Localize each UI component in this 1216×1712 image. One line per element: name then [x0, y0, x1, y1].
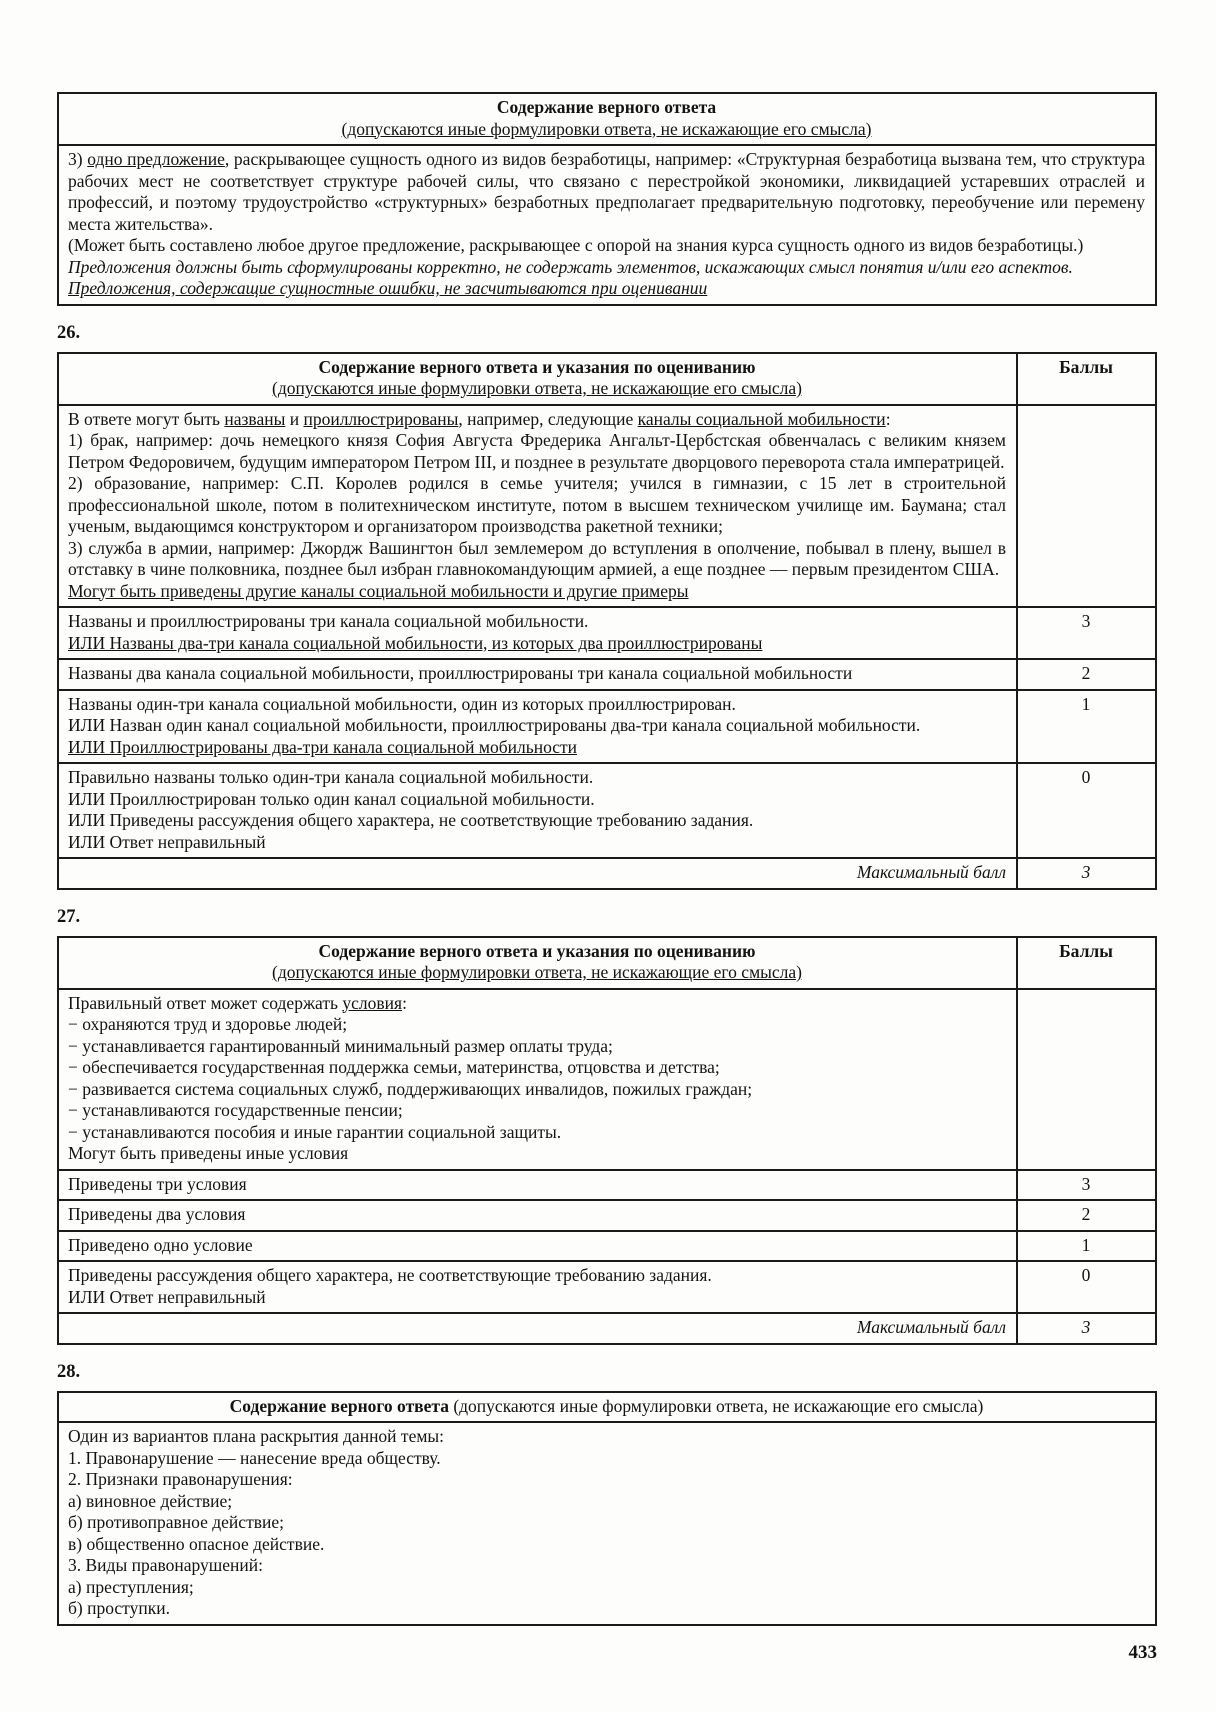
- answer-footer: Могут быть приведены иные условия: [68, 1143, 349, 1163]
- criteria-row: [58, 1261, 1156, 1313]
- criteria-row: [58, 607, 1156, 659]
- score-cell: 1: [1017, 690, 1156, 764]
- table-header-cell: [58, 353, 1017, 405]
- table-subtitle: (допускаются иные формулировки ответа, не искажающие его смысла): [272, 378, 802, 398]
- score-cell: 3: [1017, 607, 1156, 659]
- table-header-cell: [58, 93, 1156, 145]
- criteria-line: ИЛИ Приведены рассуждения общего характера, не соответствующие требованию задания.: [68, 810, 754, 830]
- criteria-line: ИЛИ Проиллюстрирован только один канал социальной мобильности.: [68, 788, 595, 809]
- criteria-cell: [58, 1200, 1017, 1231]
- table-subtitle: (допускаются иные формулировки ответа, не искажающие его смысла): [448, 1395, 984, 1416]
- criteria-row: [58, 763, 1156, 858]
- table-subtitle: (допускаются иные формулировки ответа, не искажающие его смысла): [272, 962, 802, 982]
- answer-table-27: [57, 936, 1157, 1345]
- plan-line: 3. Виды правонарушений:: [68, 1555, 263, 1575]
- answer-table-26: [57, 352, 1157, 890]
- answer-note-italic-underlined: Предложения, содержащие сущностные ошибки, не засчитываются при оценивании: [68, 278, 708, 298]
- answer-content-cell: [58, 1422, 1156, 1625]
- criteria-line: Правильно названы только один-три канала социальной мобильности.: [68, 767, 594, 787]
- answer-list-item: − устанавливается гарантированный минимальный размер оплаты труда;: [68, 1035, 613, 1056]
- criteria-row: [58, 690, 1156, 764]
- table-header-cell: [58, 1392, 1156, 1423]
- answer-list-item: − устанавливаются пособия и иные гарантии социальной защиты.: [68, 1121, 562, 1142]
- max-score-label-cell: [58, 858, 1017, 889]
- criteria-row: [58, 1231, 1156, 1262]
- table-header-row: [58, 353, 1156, 405]
- question-number-27: 27.: [57, 906, 81, 927]
- table-body-row: [58, 405, 1156, 608]
- answer-example-item: 1) брак, например: дочь немецкого князя София Августа Фредерика Ангальт-Цербстская обвенчалась с великим князем Петром Федоровичем, будущим императором Петром III, и позднее в результате дворцового переворота стала императрицей.: [68, 430, 1006, 472]
- answer-content-cell: [58, 989, 1017, 1170]
- criteria-line: ИЛИ Назван один канал социальной мобильности, проиллюстрированы два-три канала социальной мобильности.: [68, 715, 921, 735]
- score-cell: 1: [1017, 1231, 1156, 1262]
- criteria-line: ИЛИ Ответ неправильный: [68, 831, 266, 852]
- plan-line: а) преступления;: [68, 1576, 194, 1597]
- answer-list-item: − охраняются труд и здоровье людей;: [68, 1014, 348, 1034]
- plan-line: 2. Признаки правонарушения:: [68, 1469, 293, 1489]
- max-score-label: Максимальный балл: [856, 862, 1006, 882]
- plan-line: а) виновное действие;: [68, 1490, 233, 1511]
- criteria-line: Названы один-три канала социальной мобильности, один из которых проиллюстрирован.: [68, 693, 736, 714]
- score-cell-empty: [1017, 989, 1156, 1170]
- answer-intro: Правильный ответ может содержать условия:: [68, 992, 407, 1013]
- plan-line: б) проступки.: [68, 1598, 170, 1618]
- answer-table-28: [57, 1391, 1157, 1626]
- criteria-line: Приведено одно условие: [68, 1234, 253, 1255]
- criteria-cell: [58, 1231, 1017, 1262]
- max-score-value: 3: [1017, 858, 1156, 889]
- score-cell: 0: [1017, 763, 1156, 858]
- criteria-cell: [58, 659, 1017, 690]
- max-score-row: [58, 1313, 1156, 1344]
- plan-line: б) противоправное действие;: [68, 1512, 284, 1532]
- score-column-header: Баллы: [1017, 937, 1156, 989]
- answer-intro: В ответе могут быть названы и проиллюстрированы, например, следующие каналы социальной мобильности:: [68, 408, 891, 429]
- criteria-cell: [58, 1170, 1017, 1201]
- score-cell: 0: [1017, 1261, 1156, 1313]
- criteria-row: [58, 1170, 1156, 1201]
- page-number: 433: [1128, 1641, 1157, 1663]
- question-number-26: 26.: [57, 322, 81, 343]
- table-title: Содержание верного ответа и указания по оцениванию: [318, 940, 756, 961]
- answer-content-cell: [58, 405, 1017, 608]
- criteria-line: Приведены два условия: [68, 1204, 246, 1224]
- score-cell-empty: [1017, 405, 1156, 608]
- answer-list-item: − устанавливаются государственные пенсии;: [68, 1100, 403, 1120]
- max-score-label-cell: [58, 1313, 1017, 1344]
- answer-content-cell: [58, 145, 1156, 305]
- criteria-cell: [58, 690, 1017, 764]
- table-header-row: [58, 93, 1156, 145]
- criteria-line-underlined: ИЛИ Проиллюстрированы два-три канала социальной мобильности: [68, 736, 578, 757]
- criteria-line: Названы два канала социальной мобильности, проиллюстрированы три канала социальной мобильности: [68, 663, 853, 683]
- criteria-line: Приведены рассуждения общего характера, не соответствующие требованию задания.: [68, 1265, 712, 1285]
- table-subtitle: (допускаются иные формулировки ответа, не искажающие его смысла): [341, 118, 872, 139]
- max-score-value: 3: [1017, 1313, 1156, 1344]
- answer-paragraph: (Может быть составлено любое другое предложение, раскрывающее с опорой на знания курса сущность одного из видов безработицы.): [68, 235, 1084, 255]
- answer-note-italic: Предложения должны быть сформулированы корректно, не содержать элементов, искажающих смысл понятия и/или его аспектов.: [68, 256, 1073, 277]
- score-cell: 2: [1017, 1200, 1156, 1231]
- criteria-cell: [58, 763, 1017, 858]
- table-title: Содержание верного ответа и указания по оцениванию: [318, 356, 756, 377]
- table-header-cell: [58, 937, 1017, 989]
- answer-footer-underlined: Могут быть приведены другие каналы социальной мобильности и другие примеры: [68, 580, 689, 601]
- answer-example-item: 3) служба в армии, например: Джордж Вашингтон был землемером до вступления в ополчение, побывал в плену, вышел в отставку в чине полковника, позднее был избран главнокомандующим армией, а еще позднее — первым президентом США.: [68, 537, 1006, 579]
- criteria-row: [58, 1200, 1156, 1231]
- criteria-line: ИЛИ Ответ неправильный: [68, 1286, 266, 1307]
- plan-line: в) общественно опасное действие.: [68, 1533, 325, 1554]
- score-cell: 3: [1017, 1170, 1156, 1201]
- criteria-cell: [58, 607, 1017, 659]
- table-body-row: [58, 1422, 1156, 1625]
- score-column-header: Баллы: [1017, 353, 1156, 405]
- table-title: Содержание верного ответа: [229, 1395, 449, 1416]
- answer-paragraph: 3) одно предложение, раскрывающее сущность одного из видов безработицы, например: «Структурная безработица вызвана тем, что структура рабочих мест не соответствует структуре рабочей силы, что связано с перестройкой экономики, ликвидацией устаревших отраслей и профессий, и поэтому трудоустройство «структурных» безработных предполагает предварительную подготовку, переобучение или перемену места жительства».: [68, 149, 1146, 234]
- plan-line: Один из вариантов плана раскрытия данной темы:: [68, 1426, 445, 1446]
- answer-example-item: 2) образование, например: С.П. Королев родился в семье учителя; учился в гимназии, с 15 лет в строительной профессиональной школе, потом в политехническом институте, потом в высшем техническом училище им. Баумана; стал ученым, выдающимся конструктором и организатором производства ракетной техники;: [68, 473, 1006, 536]
- criteria-line-underlined: ИЛИ Названы два-три канала социальной мобильности, из которых два проиллюстрированы: [68, 632, 763, 653]
- max-score-label: Максимальный балл: [856, 1317, 1006, 1337]
- table-body-row: [58, 989, 1156, 1170]
- answer-table-top: [57, 92, 1157, 306]
- criteria-line: Приведены три условия: [68, 1173, 247, 1194]
- max-score-row: [58, 858, 1156, 889]
- table-header-row: [58, 937, 1156, 989]
- table-body-row: [58, 145, 1156, 305]
- answer-list-item: − обеспечивается государственная поддержка семьи, материнства, отцовства и детства;: [68, 1057, 720, 1077]
- plan-line: 1. Правонарушение — нанесение вреда обществу.: [68, 1447, 441, 1468]
- answer-list-item: − развивается система социальных служб, поддерживающих инвалидов, пожилых граждан;: [68, 1078, 753, 1099]
- score-cell: 2: [1017, 659, 1156, 690]
- question-number-28: 28.: [57, 1361, 81, 1382]
- criteria-cell: [58, 1261, 1017, 1313]
- table-title: Содержание верного ответа: [496, 97, 717, 117]
- criteria-line: Названы и проиллюстрированы три канала социальной мобильности.: [68, 611, 589, 631]
- criteria-row: [58, 659, 1156, 690]
- table-header-row: [58, 1392, 1156, 1423]
